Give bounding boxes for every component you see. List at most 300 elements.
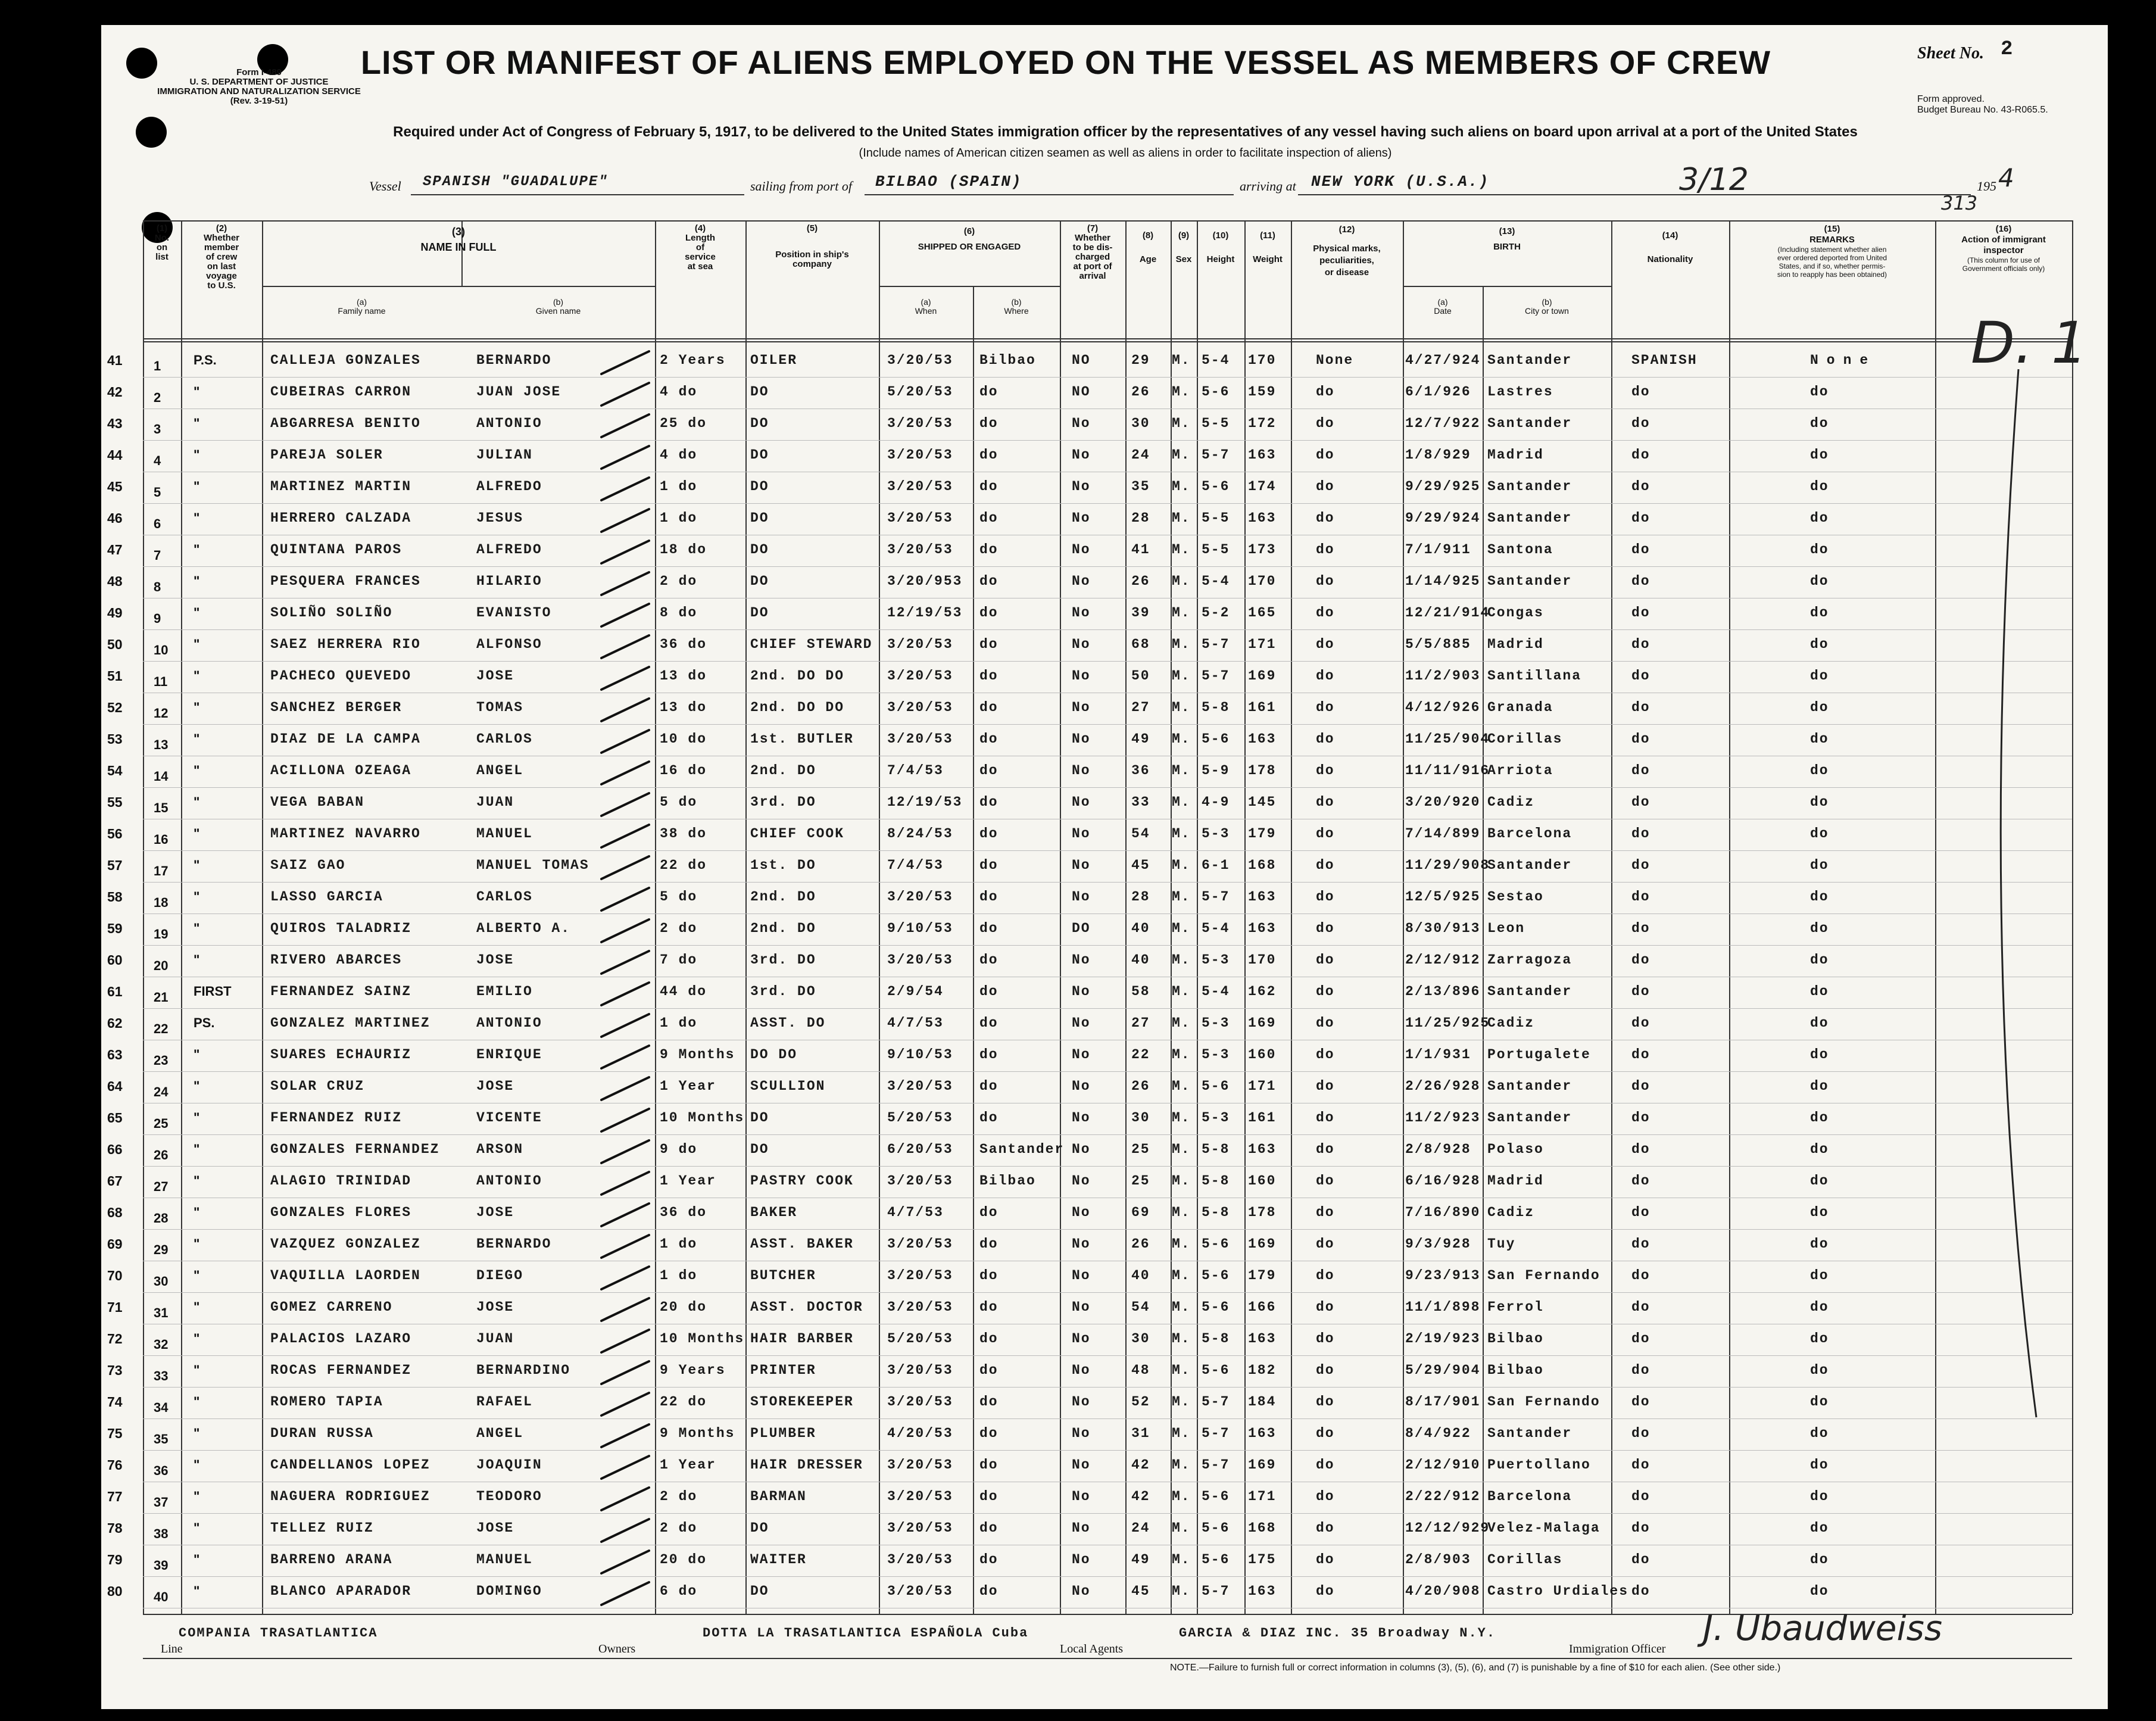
discharged: No xyxy=(1072,1583,1091,1599)
birth-city: Bilbao xyxy=(1487,1363,1544,1378)
height: 5-4 xyxy=(1202,921,1230,936)
header-given-name: (b) Given name xyxy=(535,297,581,316)
discharged: No xyxy=(1072,984,1091,999)
service-length: 22 do xyxy=(660,858,707,873)
weight: 173 xyxy=(1248,542,1277,557)
position: PRINTER xyxy=(750,1363,816,1378)
list-number: 35 xyxy=(154,1432,169,1446)
prev-crew: " xyxy=(194,731,200,746)
shipped-where: do xyxy=(979,416,999,431)
given-name: ARSON xyxy=(476,1142,524,1157)
birth-date: 11/29/908 xyxy=(1405,858,1490,873)
shipped-when: 3/20/53 xyxy=(887,1078,953,1094)
physical-marks: do xyxy=(1316,826,1335,841)
remarks: do xyxy=(1810,731,1829,747)
check-mark xyxy=(601,825,649,847)
agents-label: Local Agents xyxy=(1060,1642,1124,1655)
line-number: 52 xyxy=(107,700,123,715)
line-number: 80 xyxy=(107,1583,123,1599)
shipped-when: 3/20/53 xyxy=(887,731,953,747)
prev-crew: " xyxy=(194,384,200,399)
check-mark xyxy=(601,1551,649,1573)
line-number: 69 xyxy=(107,1236,123,1252)
service-length: 1 do xyxy=(660,1015,698,1031)
line-number: 50 xyxy=(107,637,123,652)
header-remarks: (15) REMARKS (Including statement whether alien ever ordered deported from United States, and if so, whether permis- sion to reapply has been obtained) xyxy=(1777,224,1887,279)
line-number: 75 xyxy=(107,1426,123,1441)
birth-date: 11/2/923 xyxy=(1405,1110,1481,1125)
physical-marks: do xyxy=(1316,1394,1335,1410)
sex: M. xyxy=(1172,1142,1191,1157)
weight: 163 xyxy=(1248,921,1277,936)
remarks: do xyxy=(1810,984,1829,999)
prev-crew: " xyxy=(194,1426,200,1441)
sex: M. xyxy=(1172,826,1191,841)
age: 41 xyxy=(1131,542,1150,557)
birth-city: Madrid xyxy=(1487,637,1544,652)
birth-date: 2/12/912 xyxy=(1405,952,1481,968)
weight: 168 xyxy=(1248,858,1277,873)
remarks: do xyxy=(1810,668,1829,684)
service-length: 38 do xyxy=(660,826,707,841)
birth-date: 2/13/896 xyxy=(1405,984,1481,999)
shipped-when: 2/9/54 xyxy=(887,984,944,999)
header-sex: (9) Sex xyxy=(1175,230,1192,264)
shipped-where: do xyxy=(979,1268,999,1283)
list-number: 32 xyxy=(154,1337,169,1352)
service-length: 9 Months xyxy=(660,1047,735,1062)
remarks: do xyxy=(1810,889,1829,905)
birth-date: 2/8/903 xyxy=(1405,1552,1471,1567)
check-mark xyxy=(601,635,649,658)
prev-crew: " xyxy=(194,858,200,872)
given-name: EMILIO xyxy=(476,984,533,999)
birth-date: 11/11/916 xyxy=(1405,763,1490,778)
age: 36 xyxy=(1131,763,1150,778)
birth-city: Sestao xyxy=(1487,889,1544,905)
service-length: 1 do xyxy=(660,479,698,494)
birth-date: 11/1/898 xyxy=(1405,1299,1481,1315)
check-mark xyxy=(601,1424,649,1447)
list-number: 25 xyxy=(154,1116,169,1131)
discharged: No xyxy=(1072,668,1091,684)
family-name: QUIROS TALADRIZ xyxy=(270,921,412,936)
shipped-when: 3/20/53 xyxy=(887,353,953,368)
service-length: 44 do xyxy=(660,984,707,999)
shipped-where: do xyxy=(979,1457,999,1473)
line-number: 51 xyxy=(107,668,123,684)
weight: 169 xyxy=(1248,1236,1277,1252)
height: 5-3 xyxy=(1202,952,1230,968)
weight: 171 xyxy=(1248,1489,1277,1504)
nationality: do xyxy=(1631,1236,1650,1252)
birth-date: 9/29/925 xyxy=(1405,479,1481,494)
discharged: No xyxy=(1072,1426,1091,1441)
family-name: PESQUERA FRANCES xyxy=(270,573,421,589)
service-length: 36 do xyxy=(660,637,707,652)
age: 49 xyxy=(1131,1552,1150,1567)
shipped-where: do xyxy=(979,858,999,873)
service-length: 5 do xyxy=(660,889,698,905)
weight: 163 xyxy=(1248,731,1277,747)
nationality: do xyxy=(1631,984,1650,999)
height: 4-9 xyxy=(1202,794,1230,810)
header-nationality: (14) Nationality xyxy=(1647,230,1693,264)
service-name: IMMIGRATION AND NATURALIZATION SERVICE xyxy=(157,86,361,96)
position: 2nd. DO xyxy=(750,763,816,778)
line-number: 45 xyxy=(107,479,123,494)
sex: M. xyxy=(1172,1236,1191,1252)
nationality: do xyxy=(1631,1363,1650,1378)
birth-city: Santander xyxy=(1487,1110,1572,1125)
shipped-when: 3/20/953 xyxy=(887,573,963,589)
family-name: LASSO GARCIA xyxy=(270,889,383,905)
service-length: 6 do xyxy=(660,1583,698,1599)
include-note: (Include names of American citizen seamen as well as aliens in order to facilitate inspection of aliens) xyxy=(859,146,1392,160)
given-name: JESUS xyxy=(476,510,524,526)
age: 24 xyxy=(1131,447,1150,463)
height: 5-6 xyxy=(1202,1268,1230,1283)
remarks: do xyxy=(1810,637,1829,652)
age: 35 xyxy=(1131,479,1150,494)
act-statement: Required under Act of Congress of February 5, 1917, to be delivered to the United States immigration officer by the representatives of any vessel having such aliens on board upon arrival at a port of the United States xyxy=(393,124,1858,140)
discharged: No xyxy=(1072,1015,1091,1031)
nationality: do xyxy=(1631,1268,1650,1283)
family-name: BLANCO APARADOR xyxy=(270,1583,412,1599)
prev-crew: P.S. xyxy=(194,353,217,367)
birth-city: Santander xyxy=(1487,510,1572,526)
birth-city: Arriota xyxy=(1487,763,1553,778)
family-name: BARRENO ARANA xyxy=(270,1552,393,1567)
service-length: 4 do xyxy=(660,384,698,400)
age: 26 xyxy=(1131,1236,1150,1252)
prev-crew: " xyxy=(194,763,200,778)
age: 27 xyxy=(1131,700,1150,715)
age: 30 xyxy=(1131,1110,1150,1125)
prev-crew: " xyxy=(194,1268,200,1283)
height: 5-7 xyxy=(1202,1583,1230,1599)
position: 2nd. DO DO xyxy=(750,700,845,715)
list-number: 23 xyxy=(154,1053,169,1068)
shipped-where: do xyxy=(979,1015,999,1031)
family-name: PACHECO QUEVEDO xyxy=(270,668,412,684)
birth-date: 8/30/913 xyxy=(1405,921,1481,936)
sex: M. xyxy=(1172,447,1191,463)
discharged: No xyxy=(1072,1205,1091,1220)
height: 5-6 xyxy=(1202,479,1230,494)
check-mark xyxy=(601,1204,649,1226)
age: 54 xyxy=(1131,826,1150,841)
shipped-when: 12/19/53 xyxy=(887,605,963,621)
remarks: do xyxy=(1810,1552,1829,1567)
age: 48 xyxy=(1131,1363,1150,1378)
nationality: SPANISH xyxy=(1631,353,1698,368)
sex: M. xyxy=(1172,1015,1191,1031)
birth-city: Castro Urdiales xyxy=(1487,1583,1629,1599)
birth-date: 3/20/920 xyxy=(1405,794,1481,810)
birth-city: Zarragoza xyxy=(1487,952,1572,968)
family-name: MARTINEZ NAVARRO xyxy=(270,826,421,841)
remarks: do xyxy=(1810,1268,1829,1283)
given-name: BERNARDO xyxy=(476,1236,552,1252)
physical-marks: do xyxy=(1316,573,1335,589)
weight: 172 xyxy=(1248,416,1277,431)
nationality: do xyxy=(1631,921,1650,936)
shipped-where: do xyxy=(979,794,999,810)
service-length: 9 do xyxy=(660,1142,698,1157)
header-physical-marks: (12) Physical marks, peculiarities, or disease xyxy=(1313,225,1381,278)
position: 2nd. DO xyxy=(750,889,816,905)
height: 5-4 xyxy=(1202,984,1230,999)
check-mark xyxy=(601,1330,649,1352)
physical-marks: do xyxy=(1316,763,1335,778)
weight: 182 xyxy=(1248,1363,1277,1378)
line-number: 58 xyxy=(107,889,123,905)
birth-city: Corillas xyxy=(1487,1552,1563,1567)
age: 39 xyxy=(1131,605,1150,621)
nationality: do xyxy=(1631,447,1650,463)
birth-date: 9/29/924 xyxy=(1405,510,1481,526)
height: 5-6 xyxy=(1202,1078,1230,1094)
height: 5-7 xyxy=(1202,889,1230,905)
weight: 145 xyxy=(1248,794,1277,810)
line-number: 77 xyxy=(107,1489,123,1504)
service-length: 10 do xyxy=(660,731,707,747)
shipped-where: do xyxy=(979,1363,999,1378)
prev-crew: " xyxy=(194,668,200,683)
list-number: 14 xyxy=(154,769,169,784)
shipped-where: do xyxy=(979,668,999,684)
height: 5-6 xyxy=(1202,1236,1230,1252)
check-mark xyxy=(601,1298,649,1321)
shipped-where: do xyxy=(979,573,999,589)
height: 5-2 xyxy=(1202,605,1230,621)
prev-crew: " xyxy=(194,1047,200,1062)
list-number: 16 xyxy=(154,832,169,847)
discharged: No xyxy=(1072,794,1091,810)
line-number: 71 xyxy=(107,1299,123,1315)
list-number: 13 xyxy=(154,737,169,752)
line-number: 42 xyxy=(107,384,123,400)
age: 69 xyxy=(1131,1205,1150,1220)
shipped-when: 3/20/53 xyxy=(887,952,953,968)
position: OILER xyxy=(750,353,798,368)
remarks: None xyxy=(1810,353,1877,368)
position: BARMAN xyxy=(750,1489,807,1504)
check-mark xyxy=(601,1393,649,1416)
given-name: DIEGO xyxy=(476,1268,524,1283)
sex: M. xyxy=(1172,1426,1191,1441)
line-number: 41 xyxy=(107,353,123,368)
prev-crew: " xyxy=(194,1331,200,1346)
check-mark xyxy=(601,1172,649,1195)
nationality: do xyxy=(1631,763,1650,778)
check-mark xyxy=(601,762,649,784)
weight: 163 xyxy=(1248,1142,1277,1157)
officer-label: Immigration Officer xyxy=(1569,1642,1666,1655)
service-length: 9 Months xyxy=(660,1426,735,1441)
birth-city: Cadiz xyxy=(1487,794,1535,810)
birth-city: Portugalete xyxy=(1487,1047,1591,1062)
shipped-where: do xyxy=(979,921,999,936)
prev-crew: " xyxy=(194,1078,200,1093)
remarks: do xyxy=(1810,1299,1829,1315)
check-mark xyxy=(601,1456,649,1479)
family-name: GONZALES FERNANDEZ xyxy=(270,1142,440,1157)
family-name: DURAN RUSSA xyxy=(270,1426,374,1441)
owners-label: Owners xyxy=(598,1642,636,1655)
age: 26 xyxy=(1131,384,1150,400)
shipped-where: do xyxy=(979,731,999,747)
birth-date: 1/1/931 xyxy=(1405,1047,1471,1062)
line-value: COMPANIA TRASATLANTICA xyxy=(179,1626,378,1641)
line-number: 57 xyxy=(107,858,123,873)
list-number: 33 xyxy=(154,1368,169,1383)
age: 45 xyxy=(1131,858,1150,873)
height: 5-6 xyxy=(1202,384,1230,400)
prev-crew: " xyxy=(194,1142,200,1156)
physical-marks: do xyxy=(1316,794,1335,810)
officer-signature: J. Ubaudweiss xyxy=(1703,1608,1943,1648)
age: 45 xyxy=(1131,1583,1150,1599)
list-number: 9 xyxy=(154,611,161,626)
birth-date: 11/25/925 xyxy=(1405,1015,1490,1031)
check-mark xyxy=(601,1077,649,1100)
check-mark xyxy=(601,888,649,911)
physical-marks: do xyxy=(1316,889,1335,905)
birth-date: 6/16/928 xyxy=(1405,1173,1481,1189)
check-mark xyxy=(601,951,649,974)
list-number: 28 xyxy=(154,1211,169,1226)
remarks: do xyxy=(1810,1015,1829,1031)
birth-city: Santander xyxy=(1487,984,1572,999)
discharged: No xyxy=(1072,889,1091,905)
birth-date: 2/26/928 xyxy=(1405,1078,1481,1094)
check-mark xyxy=(601,730,649,753)
nationality: do xyxy=(1631,858,1650,873)
birth-city: Santander xyxy=(1487,573,1572,589)
shipped-where: do xyxy=(979,1236,999,1252)
weight: 163 xyxy=(1248,1426,1277,1441)
remarks: do xyxy=(1810,447,1829,463)
sex: M. xyxy=(1172,1331,1191,1346)
position: BAKER xyxy=(750,1205,798,1220)
family-name: FERNANDEZ RUIZ xyxy=(270,1110,403,1125)
physical-marks: do xyxy=(1316,1015,1335,1031)
discharged: DO xyxy=(1072,921,1091,936)
check-mark xyxy=(601,699,649,721)
shipped-where: do xyxy=(979,1299,999,1315)
age: 30 xyxy=(1131,416,1150,431)
birth-city: Barcelona xyxy=(1487,1489,1572,1504)
prev-crew: " xyxy=(194,416,200,431)
birth-city: Santona xyxy=(1487,542,1553,557)
list-number: 26 xyxy=(154,1148,169,1162)
sex: M. xyxy=(1172,731,1191,747)
list-number: 29 xyxy=(154,1242,169,1257)
age: 25 xyxy=(1131,1142,1150,1157)
sex: M. xyxy=(1172,510,1191,526)
birth-date: 2/8/928 xyxy=(1405,1142,1471,1157)
line-number: 65 xyxy=(107,1110,123,1125)
service-length: 20 do xyxy=(660,1299,707,1315)
sex: M. xyxy=(1172,1363,1191,1378)
service-length: 13 do xyxy=(660,700,707,715)
remarks: do xyxy=(1810,416,1829,431)
physical-marks: do xyxy=(1316,984,1335,999)
line-number: 63 xyxy=(107,1047,123,1062)
discharged: No xyxy=(1072,416,1091,431)
service-length: 7 do xyxy=(660,952,698,968)
physical-marks: do xyxy=(1316,1363,1335,1378)
nationality: do xyxy=(1631,952,1650,968)
remarks: do xyxy=(1810,763,1829,778)
position: DO xyxy=(750,510,769,526)
position: 3rd. DO xyxy=(750,794,816,810)
position: DO xyxy=(750,1110,769,1125)
sex: M. xyxy=(1172,794,1191,810)
sex: M. xyxy=(1172,384,1191,400)
remarks: do xyxy=(1810,1236,1829,1252)
discharged: No xyxy=(1072,1236,1091,1252)
family-name: DIAZ DE LA CAMPA xyxy=(270,731,421,747)
weight: 163 xyxy=(1248,510,1277,526)
discharged: No xyxy=(1072,1173,1091,1189)
line-number: 67 xyxy=(107,1173,123,1189)
family-name: FERNANDEZ SAINZ xyxy=(270,984,412,999)
service-length: 2 do xyxy=(660,1520,698,1536)
shipped-where: do xyxy=(979,1394,999,1410)
prev-crew: " xyxy=(194,826,200,841)
shipped-when: 3/20/53 xyxy=(887,542,953,557)
position: DO xyxy=(750,416,769,431)
given-name: ANTONIO xyxy=(476,1015,542,1031)
sex: M. xyxy=(1172,1078,1191,1094)
list-number: 1 xyxy=(154,358,161,373)
position: DO xyxy=(750,447,769,463)
header-weight: (11) Weight xyxy=(1253,230,1283,264)
birth-city: Granada xyxy=(1487,700,1553,715)
height: 5-8 xyxy=(1202,1331,1230,1346)
weight: 170 xyxy=(1248,573,1277,589)
birth-date: 11/2/903 xyxy=(1405,668,1481,684)
age: 42 xyxy=(1131,1489,1150,1504)
shipped-where: do xyxy=(979,984,999,999)
age: 33 xyxy=(1131,794,1150,810)
line-number: 60 xyxy=(107,952,123,968)
remarks: do xyxy=(1810,700,1829,715)
shipped-where: Bilbao xyxy=(979,1173,1036,1189)
line-number: 47 xyxy=(107,542,123,557)
list-number: 24 xyxy=(154,1084,169,1099)
given-name: HILARIO xyxy=(476,573,542,589)
given-name: DOMINGO xyxy=(476,1583,542,1599)
list-number: 12 xyxy=(154,706,169,721)
birth-city: Cadiz xyxy=(1487,1015,1535,1031)
physical-marks: do xyxy=(1316,510,1335,526)
service-length: 25 do xyxy=(660,416,707,431)
check-mark xyxy=(601,919,649,942)
weight: 166 xyxy=(1248,1299,1277,1315)
discharged: No xyxy=(1072,605,1091,621)
given-name: JOSE xyxy=(476,1205,514,1220)
prev-crew: " xyxy=(194,510,200,525)
discharged: No xyxy=(1072,1331,1091,1346)
arriving-label: arriving at xyxy=(1240,179,1296,194)
line-number: 48 xyxy=(107,573,123,589)
weight: 174 xyxy=(1248,479,1277,494)
physical-marks: do xyxy=(1316,605,1335,621)
